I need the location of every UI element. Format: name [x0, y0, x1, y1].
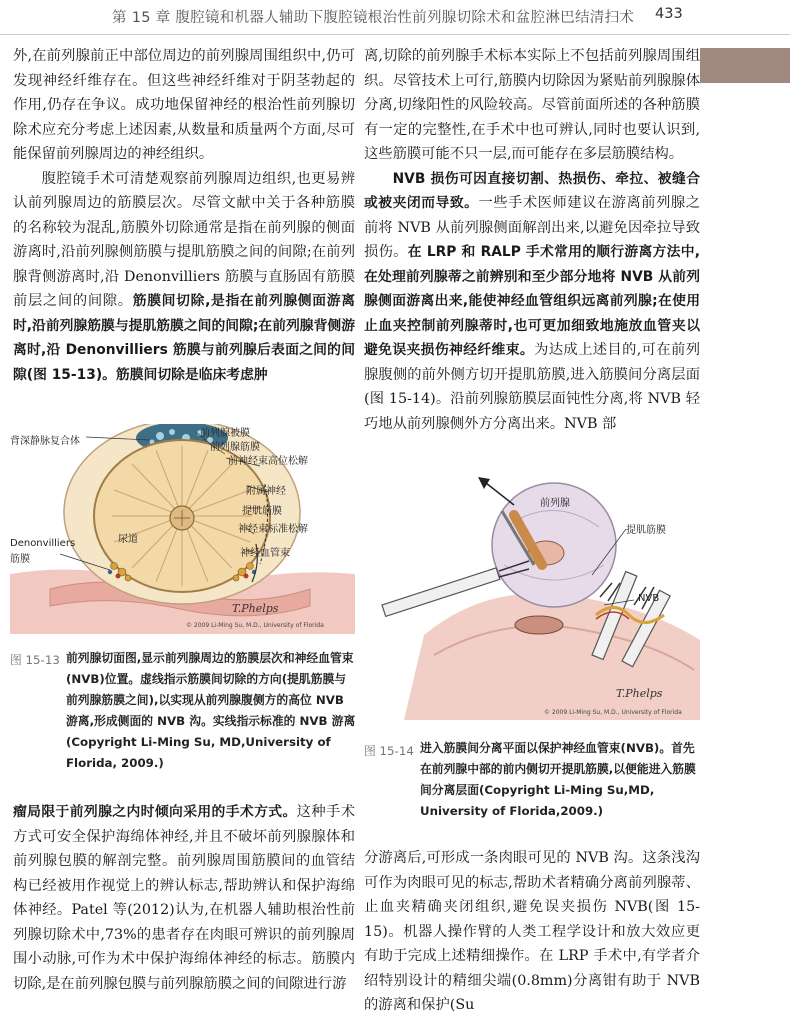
- illustrator-signature: T.Phelps: [616, 687, 663, 700]
- label-dorsal-vein: 背深静脉复合体: [10, 436, 80, 447]
- left-column-bottom: [13, 800, 355, 996]
- label-prostatic-fascia: 前列腺筋膜: [210, 442, 260, 453]
- chapter-thumb-tab: [700, 48, 790, 83]
- paragraph: 腹腔镜手术可清楚观察前列腺周边组织,也更易辨认前列腺周边的筋膜层次。尽管文献中关于各种筋膜的名称较为混乱,筋膜外切除通常是指在前列腺的侧面游离时,沿前列腺侧筋膜与提肌筋膜之间的间隙;在前列腺背侧游离时,沿 Denonvilliers 筋膜与直肠固有筋膜前层之间的间隙。筋膜间切除,是指在前列腺侧面游离时,沿前列腺筋膜与提肌筋膜之间的间隙;在前列腺背侧游离时,沿 Denonvilliers 筋膜与前列腺后表面之间的间隙(图 15-13)。筋膜间切除是临床考虑肿: [13, 170, 356, 383]
- paragraph: 离,切除的前列腺手术标本实际上不包括前列腺周围组织。尽管技术上可行,筋膜内切除因为紧贴前列腺腺体分离,切缘阳性的风险较高。尽管前面所述的各种筋膜有一定的完整性,在手术中也可辨认,同时也要认识到,这些筋膜可能不只一层,而可能存在多层筋膜结构。: [364, 48, 700, 162]
- label-denonvilliers: Denonvilliers: [10, 538, 76, 549]
- left-column-top: [13, 44, 355, 387]
- label-prostatic-capsule: 前列腺被膜: [200, 428, 250, 439]
- figure-caption: 前列腺切面图,显示前列腺周边的筋膜层次和神经血管束(NVB)位置。虚线指示筋膜间切除的方向(提肌筋膜与前列腺筋膜之间),以实现从前列腺腹侧方的高位 NVB 游离,形成侧面的 NVB 沟。实线指示标准的 NVB 游离(Copyright Li-Ming Su, MD,University of Florida, 2009.): [66, 651, 356, 770]
- illustrator-signature: T.Phelps: [232, 602, 279, 615]
- label-levator-fascia: 提肌筋膜: [242, 506, 282, 517]
- right-column-bottom: [364, 846, 700, 1018]
- figure-15-13: [10, 424, 355, 634]
- label-denonvilliers-fascia: 筋膜: [10, 554, 30, 565]
- running-header: [0, 0, 790, 35]
- right-column-top: [364, 44, 700, 436]
- label-accessory-nerve: 附属神经: [246, 486, 286, 497]
- label-levator-fascia: 提肌筋膜: [626, 525, 666, 536]
- image-copyright: © 2009 Li-Ming Su, M.D., University of Florida: [186, 622, 324, 629]
- paragraph: 分游离后,可形成一条肉眼可见的 NVB 沟。这条浅沟可作为肉眼可见的标志,帮助术者精确分离前列腺蒂、止血夹精确夹闭组织,避免误夹损伤 NVB(图 15-15)。机器人操作臂的人类工程学设计和放大效应更有助于完成上述精细操作。在 LRP 手术中,有学者介绍特别设计的精细尖端(0.8mm)分离钳有助于 NVB 的游离和保护(Su: [364, 850, 700, 1013]
- label-nvb-high-release: 前神经束高位松解: [228, 456, 308, 467]
- label-nvb: 神经血管束: [240, 548, 290, 559]
- paragraph: 外,在前列腺前正中部位周边的前列腺周围组织中,仍可发现神经纤维存在。但这些神经纤维对于阴茎勃起的作用,仍存在争议。成功地保留神经的根治性前列腺切除术应充分考虑上述因素,从数量和质量两个方面,尽可能保留前列腺周边的神经组织。: [13, 48, 355, 162]
- image-copyright: © 2009 Li-Ming Su, M.D., University of Florida: [544, 709, 682, 716]
- paragraph: 瘤局限于前列腺之内时倾向采用的手术方式。这种手术方式可安全保护海绵体神经,并且不破坏前列腺腺体和前列腺包膜的解剖完整。前列腺周围筋膜间的血管结构已经被用作视觉上的辨认标志,帮助辨认和保护海绵体神经。Patel 等(2012)认为,在机器人辅助根治性前列腺切除术中,73%的患者存在肉眼可辨识的前列腺周围小动脉,可作为术中保护海绵体神经的标志。筋膜内切除,是在前列腺包膜与前列腺筋膜之间的间隙进行游: [13, 804, 356, 992]
- figure-caption: 进入筋膜间分离平面以保护神经血管束(NVB)。首先在前列腺中部的前内侧切开提肌筋膜,以便能进入筋膜间分离层面(Copyright Li-Ming Su,MD, University of Florida,2009.): [420, 741, 696, 818]
- label-nvb-standard-release: 神经束标准松解: [238, 524, 308, 535]
- paragraph: NVB 损伤可因直接切割、热损伤、牵拉、被缝合或被夹闭而导致。一些手术医师建议在游离前列腺之前将 NVB 从前列腺侧面解剖出来,以避免因牵拉导致损伤。在 LRP 和 RALP 手术常用的顺行游离方法中,在处理前列腺蒂之前辨别和至少部分地将 NVB 从前列腺侧面游离出来,能使神经血管组织远离前列腺;在使用止血夹控制前列腺蒂时,也可更加细致地施放血管夹以避免误夹损伤神经纤维束。为达成上述目的,可在前列腺腹侧的前外侧方切开提肌筋膜,进入筋膜间分离层面(图 15-14)。沿前列腺筋膜层面钝性分离,将 NVB 轻巧地从前列腺侧外方分离出来。NVB 部: [364, 170, 701, 432]
- caption-label: 图 15-14: [364, 744, 414, 758]
- figure-15-14: [364, 465, 700, 720]
- chapter-title: 第 15 章 腹腔镜和机器人辅助下腹腔镜根治性前列腺切除术和盆腔淋巴结清扫术: [112, 10, 635, 26]
- label-prostate: 前列腺: [540, 498, 570, 509]
- label-urethra: 尿道: [118, 534, 138, 545]
- label-nvb: NVB: [638, 593, 660, 604]
- caption-label: 图 15-13: [10, 653, 60, 667]
- page-number: 433: [655, 6, 683, 22]
